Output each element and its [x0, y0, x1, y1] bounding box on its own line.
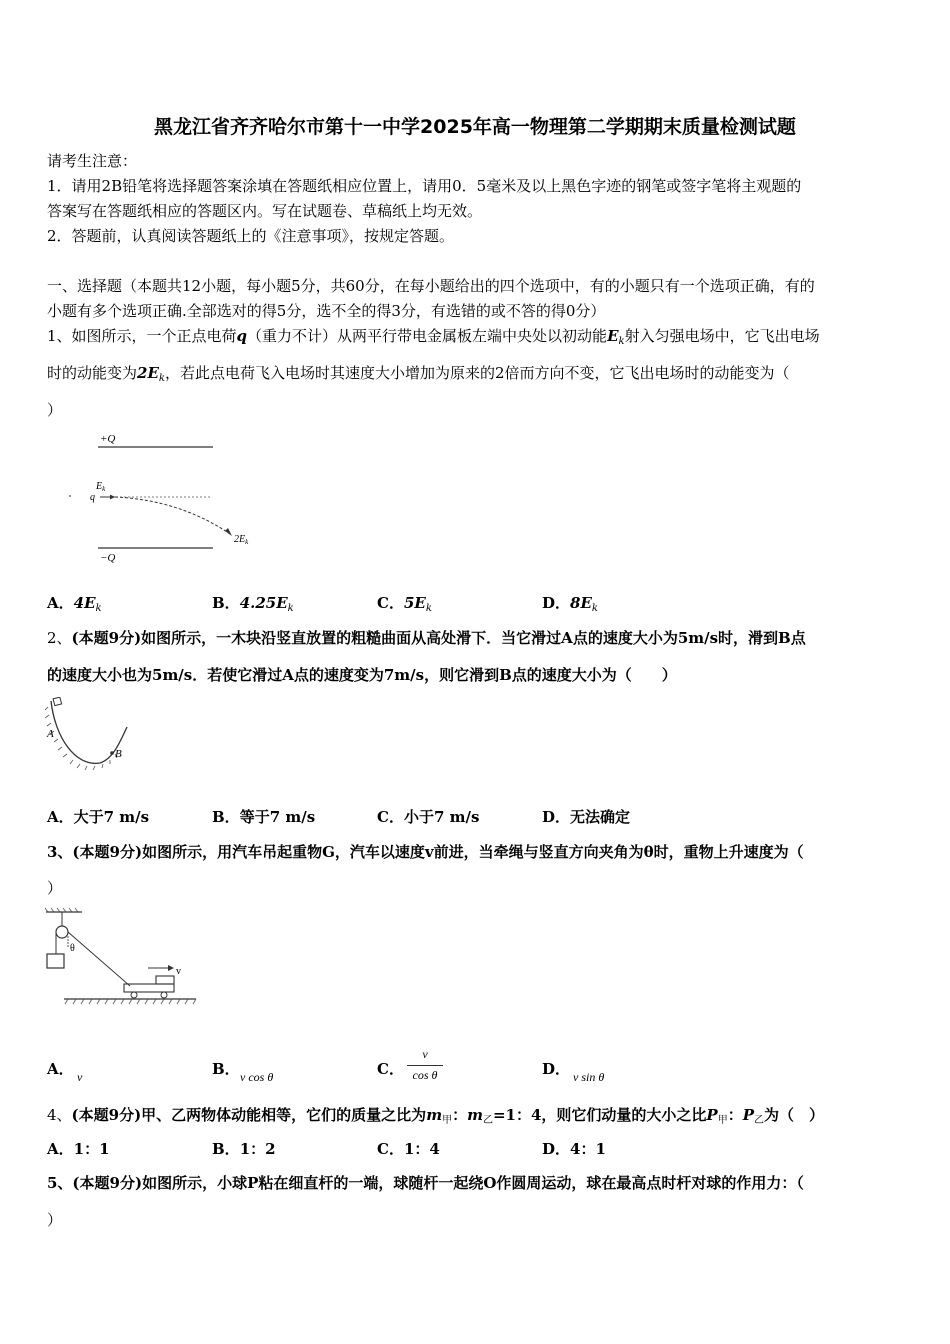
q3-fig-weight — [47, 954, 64, 968]
q3-option-d-label: D． — [542, 1060, 571, 1078]
q3-fig-ground-hatch — [65, 999, 196, 1004]
q1-text-e: ，若此点电荷飞入电场时其速度大小增加为原来的2倍而方向不变，它飞出电场时的动能变为（ — [164, 364, 790, 382]
q2-option-b[interactable] — [212, 807, 315, 827]
q2-line-1 — [47, 628, 806, 648]
q3-option-c[interactable] — [377, 1059, 404, 1079]
q1-line-2 — [47, 363, 790, 389]
q4-colon-1: ： — [452, 1106, 468, 1124]
q3-line-1: 3、(本题9分)如图所示，用汽车吊起重物G，汽车以速度v前进，当牵绳与竖直方向夹角为θ时，重物上升速度为（ — [47, 843, 804, 861]
q1-text-c: 射入匀强电场中，它飞出电场 — [624, 327, 820, 345]
q1-option-d-label: D． — [542, 594, 571, 612]
q1-fig-2e-sub: k — [245, 538, 249, 546]
q1-option-d[interactable] — [542, 593, 598, 619]
notice-item-2: 2．答题前，认真阅读答题纸上的《注意事项》，按规定答题。 — [47, 227, 455, 245]
q2-option-d[interactable] — [542, 807, 630, 827]
q3-option-d[interactable] — [542, 1059, 570, 1079]
q1-option-b-sub: k — [287, 603, 294, 614]
q4-option-b[interactable] — [212, 1139, 276, 1159]
q3-option-a-label: A． — [47, 1060, 74, 1078]
q1-fig-2ek-label — [234, 534, 249, 546]
q3-option-c-numerator: v — [422, 1047, 428, 1061]
q2-option-c[interactable] — [377, 807, 479, 827]
section-heading-line-2: 小题有多个选项正确.全部选对的得5分，选不全的得3分，有选错的或不答的得0分） — [47, 302, 606, 320]
q1-fig-trajectory — [115, 497, 230, 534]
q3-option-c-fraction-bar — [407, 1065, 443, 1066]
q3-fig-slanted-rope — [68, 932, 130, 986]
q1-line-3: ） — [47, 401, 63, 419]
q4-text-a: (本题9分)甲、乙两物体动能相等，它们的质量之比为 — [71, 1106, 427, 1124]
q3-fig-pulley — [56, 926, 68, 938]
q1-text-b: （重力不计）从两平行带电金属板左端中央处以初动能 — [247, 327, 608, 345]
q4-option-c[interactable] — [377, 1139, 440, 1159]
q1-fig-2e: 2E — [234, 534, 246, 545]
q4-p-jia: P — [706, 1106, 718, 1124]
q4-option-a-label: A． — [47, 1140, 74, 1158]
q1-option-d-sub: k — [591, 603, 598, 614]
q1-option-a-value: 4E — [73, 594, 96, 612]
q1-fig-ek-sub: k — [102, 485, 106, 493]
q4-sub-yi: 乙 — [482, 1115, 493, 1126]
q1-capacitor-figure — [60, 428, 280, 568]
q4-sub-jia: 甲 — [442, 1115, 453, 1126]
q1-fig-minus-q: −Q — [100, 552, 116, 564]
q1-option-b-label: B． — [212, 594, 240, 612]
q4-option-b-label: B． — [212, 1140, 240, 1158]
q3-fig-theta: θ — [70, 943, 75, 954]
q4-text-b: =1：4，则它们动量的大小之比 — [492, 1106, 707, 1124]
q1-energy-symbol: E — [607, 327, 619, 345]
q4-colon-2: ： — [727, 1106, 743, 1124]
q1-line-1 — [47, 326, 820, 352]
q4-option-d-value: 4：1 — [570, 1140, 606, 1158]
q2-curve-figure — [45, 697, 135, 775]
q3-fig-v: v — [176, 966, 181, 977]
q2-fig-point-b-dot — [110, 751, 114, 755]
q4-line-1 — [47, 1105, 824, 1131]
q1-option-c-value: 5E — [403, 594, 426, 612]
q2-line-2: 的速度大小也为5m/s．若使它滑过A点的速度变为7m/s，则它滑到B点的速度大小为（ ） — [47, 666, 677, 684]
q3-option-b[interactable] — [212, 1059, 240, 1079]
q4-option-a-value: 1：1 — [73, 1140, 110, 1158]
q4-m-jia: m — [426, 1106, 443, 1124]
q2-option-a-value: 大于7 m/s — [73, 808, 150, 826]
q2-option-c-value: 小于7 m/s — [403, 808, 480, 826]
q3-option-d-formula: v sin θ — [573, 1070, 605, 1084]
q1-fig-exit-arrowhead — [225, 528, 232, 536]
q1-text-d: 时的动能变为 — [47, 364, 138, 382]
q1-charge-symbol: q — [236, 327, 248, 345]
q1-double-energy-subscript: k — [158, 373, 165, 384]
q3-line-2: ） — [47, 879, 63, 897]
q1-option-a-label: A． — [47, 594, 74, 612]
q2-option-b-value: 等于7 m/s — [239, 808, 316, 826]
q3-fig-car-body — [124, 984, 174, 992]
q1-energy-subscript: k — [618, 336, 625, 347]
q1-text-a: 1、如图所示，一个正点电荷 — [47, 327, 237, 345]
section-heading-line-1: 一、选择题（本题共12小题，每小题5分，共60分，在每小题给出的四个选项中，有的小题只有一个选项正确，有的 — [47, 277, 815, 295]
notice-heading: 请考生注意： — [47, 152, 138, 170]
q5-line-1: 5、(本题9分)如图所示，小球P粘在细直杆的一端，球随杆一起绕O作圆周运动，球在最高点时杆对球的作用力：（ — [47, 1174, 804, 1192]
q2-fig-point-b: B — [115, 748, 122, 760]
q4-option-d[interactable] — [542, 1139, 606, 1159]
q1-option-a-sub: k — [95, 603, 102, 614]
notice-item-1-line-2: 答案写在答题纸相应的答题区内。写在试题卷、草稿纸上均无效。 — [47, 202, 483, 220]
q3-option-b-formula: v cos θ — [240, 1070, 274, 1084]
q3-option-a[interactable] — [47, 1059, 74, 1079]
q4-option-c-label: C． — [377, 1140, 404, 1158]
q1-option-d-value: 8E — [570, 594, 592, 612]
q1-fig-plus-q: +Q — [100, 433, 116, 445]
q1-fig-q: q — [90, 492, 95, 503]
q2-option-c-label: C． — [377, 808, 404, 826]
q1-option-a[interactable] — [47, 593, 102, 619]
q1-fig-dot — [69, 495, 71, 497]
q3-option-c-denominator: cos θ — [412, 1068, 438, 1082]
q1-double-energy: 2E — [137, 364, 159, 382]
q4-option-d-label: D． — [542, 1140, 571, 1158]
q3-pulley-figure — [42, 906, 202, 1010]
q2-option-b-label: B． — [212, 808, 240, 826]
q4-option-c-value: 1：4 — [403, 1140, 440, 1158]
notice-item-1-line-1: 1．请用2B铅笔将选择题答案涂填在答题纸相应位置上，请用0．5毫米及以上黑色字迹的钢笔或签字笔将主观题的 — [47, 177, 802, 195]
q2-option-a[interactable] — [47, 807, 149, 827]
q1-option-b-value: 4.25E — [239, 594, 288, 612]
q1-option-c-label: C． — [377, 594, 404, 612]
q3-fig-wheel-rear — [131, 992, 137, 998]
q3-option-a-formula: v — [77, 1070, 83, 1084]
q4-text-c: 为（ ） — [763, 1106, 824, 1124]
q1-fig-ek-label — [95, 481, 106, 493]
q2-option-d-value: 无法确定 — [570, 808, 631, 826]
q4-p-yi: P — [742, 1106, 754, 1124]
q4-sub-yi-2: 乙 — [753, 1115, 764, 1126]
q3-fig-wheel-front — [161, 992, 167, 998]
q4-m-yi: m — [467, 1106, 483, 1124]
q1-option-b[interactable] — [212, 593, 294, 619]
q4-sub-jia-2: 甲 — [717, 1115, 728, 1126]
q3-fig-velocity-arrowhead — [168, 965, 174, 971]
q2-fig-block — [53, 697, 62, 706]
q2-text-a: (本题9分)如图所示，一木块沿竖直放置的粗糙曲面从高处滑下．当它滑过A点的速度大小为5m/s时，滑到B点 — [71, 629, 806, 647]
q1-fig-entry-arrowhead — [110, 495, 115, 500]
q2-option-d-label: D． — [542, 808, 571, 826]
q4-number: 4、 — [47, 1106, 72, 1124]
q3-option-b-label: B． — [212, 1060, 240, 1078]
q3-option-c-label: C． — [377, 1060, 404, 1078]
page-title: 黑龙江省齐齐哈尔市第十一中学2025年高一物理第二学期期末质量检测试题 — [154, 116, 796, 138]
q2-fig-point-a: A — [47, 728, 54, 740]
q4-option-b-value: 1：2 — [239, 1140, 276, 1158]
q2-option-a-label: A． — [47, 808, 74, 826]
q2-number: 2、 — [47, 629, 72, 647]
q4-option-a[interactable] — [47, 1139, 110, 1159]
q5-line-2: ） — [47, 1211, 63, 1229]
q1-option-c-sub: k — [425, 603, 432, 614]
q3-fig-car-cab — [156, 976, 174, 984]
q1-fig-ek: E — [96, 481, 103, 492]
q1-option-c[interactable] — [377, 593, 432, 619]
